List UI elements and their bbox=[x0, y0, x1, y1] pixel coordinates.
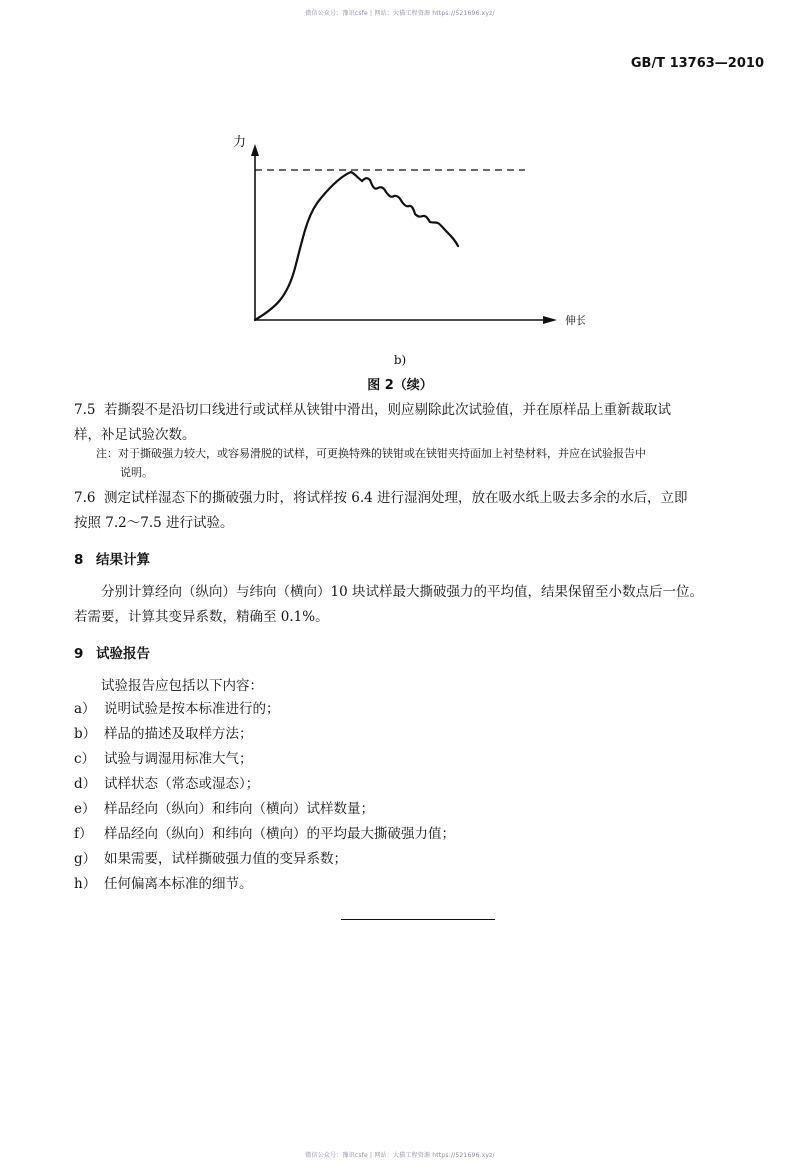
note bbox=[96, 444, 776, 482]
section-8-line2: 若需要，计算其变异系数，精确至 0.1%。 bbox=[74, 609, 329, 625]
section-7-6-text2: 按照 7.2～7.5 进行试验。 bbox=[74, 515, 234, 531]
section-8-number: 8 bbox=[74, 552, 84, 568]
x-axis-arrow-icon bbox=[543, 316, 557, 324]
section-7-6-number: 7.6 bbox=[74, 490, 96, 506]
figure-caption: 图 2（续） bbox=[367, 378, 433, 393]
force-elongation-diagram bbox=[225, 128, 585, 348]
note-line1: 注：对于撕破强力较大，或容易滑脱的试样，可更换特殊的铗钳或在铗钳夹持面加上衬垫材料，并应在试验报告中 bbox=[96, 447, 646, 460]
section-7-5-text1: 若撕裂不是沿切口线进行或试样从铗钳中滑出，则应剔除此次试验值，并在原样品上重新裁取试 bbox=[104, 402, 671, 418]
y-axis-label: 力 bbox=[233, 135, 247, 150]
note-line2: 说明。 bbox=[120, 466, 153, 479]
list-item: c） 试验与调湿用标准大气； bbox=[74, 751, 253, 767]
x-axis-label: 伸长 bbox=[565, 314, 585, 327]
list-item: d） 试样状态（常态或湿态）； bbox=[74, 776, 260, 792]
section-8-line1: 分别计算经向（纵向）与纬向（横向）10 块试样最大撕破强力的平均值，结果保留至小数点后一位。 bbox=[101, 584, 703, 600]
watermark-bottom: 微信公众号：豫讯csfe | 网站：大猫工程资源 https://521696.xyz/ bbox=[305, 1152, 495, 1159]
figure-sub-label: b) bbox=[393, 353, 407, 367]
section-9-title: 试验报告 bbox=[96, 646, 150, 662]
section-8-heading bbox=[74, 548, 150, 568]
section-7-5-number: 7.5 bbox=[74, 402, 96, 418]
watermark-top: 微信公众号：豫讯csfe | 网站：大猫工程资源 https://521696.xyz/ bbox=[305, 10, 495, 17]
tearing-curve bbox=[255, 172, 458, 320]
section-9-number: 9 bbox=[74, 646, 84, 662]
y-axis-arrow-icon bbox=[251, 144, 259, 156]
end-divider bbox=[341, 919, 495, 920]
section-9-intro: 试验报告应包括以下内容： bbox=[101, 678, 263, 694]
list-item: h） 任何偏离本标准的细节。 bbox=[74, 876, 253, 892]
section-7-5 bbox=[74, 398, 774, 448]
report-items-list bbox=[74, 697, 455, 897]
list-item: e） 样品经向（纵向）和纬向（横向）试样数量； bbox=[74, 801, 374, 817]
section-8-body bbox=[74, 580, 774, 630]
list-item: f） 样品经向（纵向）和纬向（横向）的平均最大撕破强力值； bbox=[74, 826, 455, 842]
section-7-6-line1 bbox=[74, 486, 774, 511]
section-7-6 bbox=[74, 486, 774, 536]
section-9-heading bbox=[74, 642, 150, 662]
section-7-5-text2: 样，补足试验次数。 bbox=[74, 427, 196, 443]
list-item: a） 说明试验是按本标准进行的； bbox=[74, 701, 280, 717]
force-elongation-figure bbox=[225, 128, 585, 348]
list-item: b） 样品的描述及取样方法； bbox=[74, 726, 253, 742]
list-item: g） 如果需要，试样撕破强力值的变异系数； bbox=[74, 851, 347, 867]
section-7-5-line1 bbox=[74, 398, 774, 423]
section-7-6-text1: 测定试样湿态下的撕破强力时，将试样按 6.4 进行湿润处理，放在吸水纸上吸去多余的水后，立即 bbox=[104, 490, 688, 506]
section-8-title: 结果计算 bbox=[96, 552, 150, 568]
standard-number: GB/T 13763—2010 bbox=[630, 56, 764, 71]
